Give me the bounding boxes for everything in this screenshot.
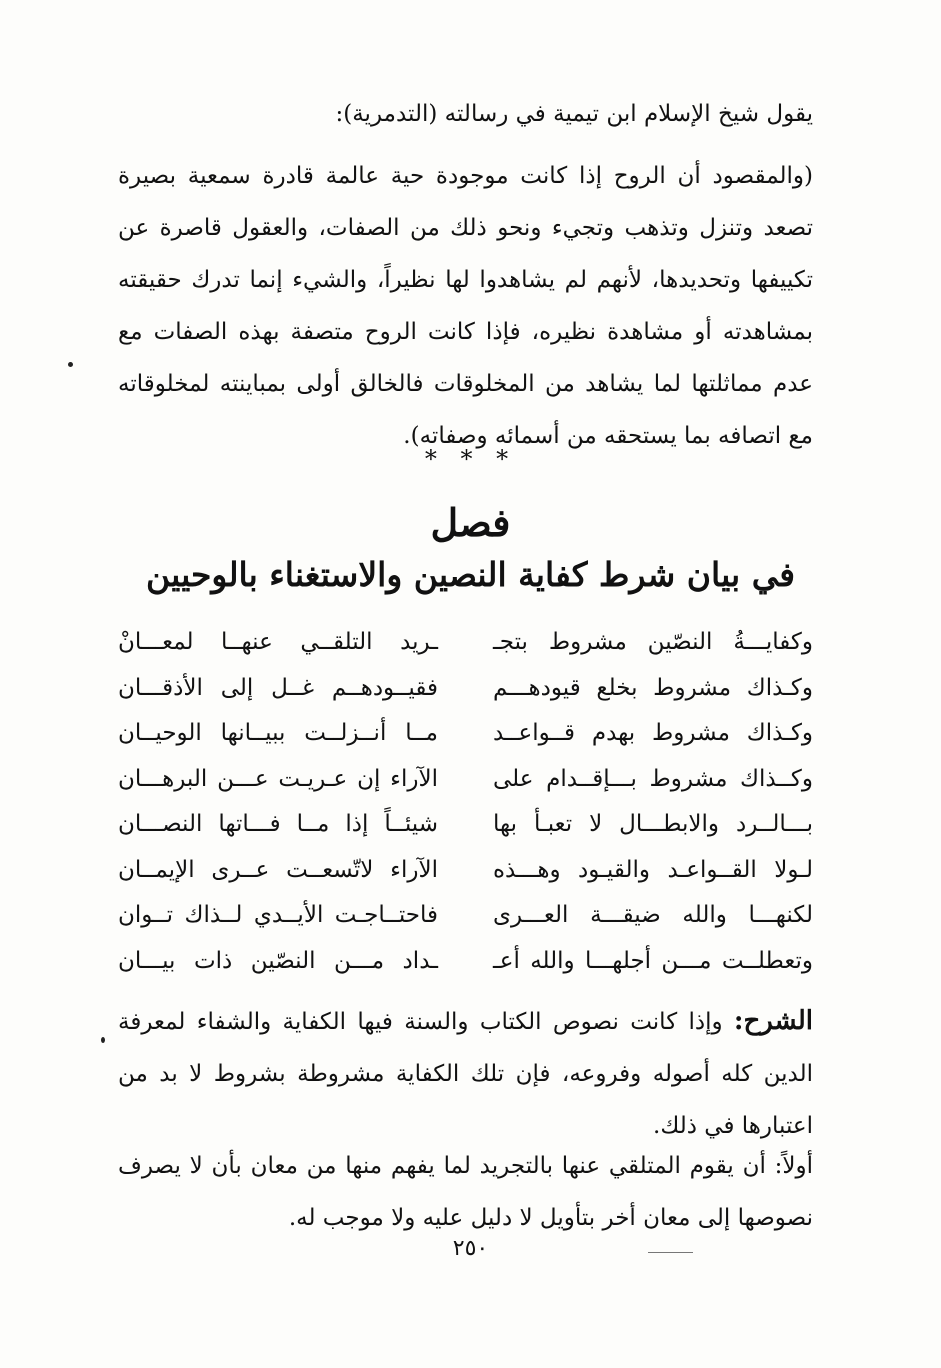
verse-second-hemistich: الآراء إن عـريـت عـــن البرهـــان [118, 765, 438, 792]
section-subtitle: في بيان شرط كفاية النصين والاستغناء بالوحيين [146, 555, 795, 594]
verse-first-hemistich: وتعطلــت مـــن أجلهـــا والله أعـ [493, 947, 813, 974]
poem-verse [118, 893, 813, 939]
poem-verse [118, 848, 813, 894]
footer-rule [648, 1252, 693, 1253]
verse-first-hemistich: بـــالــرد والابطـــال لا تعبـأ بها [493, 811, 813, 837]
scan-speck [101, 1037, 105, 1043]
poem-verse [118, 939, 813, 985]
verse-first-hemistich: وكـذاك مشروط بخلع قيودهـــم [493, 674, 813, 701]
poem-verse [118, 620, 813, 666]
verse-second-hemistich: شيئــاً إذا مــا فـــاتها النصـــان [118, 811, 438, 837]
verse-first-hemistich: وكـذاك مشروط بهدم قــواعــد [493, 720, 813, 746]
verse-second-hemistich: ـداد مـــن النصّين ذات بيـــان [118, 947, 438, 974]
intro-line: يقول شيخ الإسلام ابن تيمية في رسالته (التدمرية): [335, 101, 813, 127]
verse-first-hemistich: لكنهـــا والله ضيقـــة العـــرى [493, 902, 813, 928]
poem-verse [118, 711, 813, 757]
first-condition-paragraph: أولاً: أن يقوم المتلقي عنها بالتجريد لما يفهم منها من معان بأن لا يصرف نصوصها إلى معان أخر بتأويل لا دليل عليه ولا موجب له. [118, 1153, 813, 1231]
commentary-text: وإذا كانت نصوص الكتاب والسنة فيها الكفاية والشفاء لمعرفة الدين كله أصوله وفروعه، فإن تلك الكفاية مشروطة بشروط لا بد من اعتبارها في ذلك. [118, 1009, 813, 1139]
scan-speck [68, 362, 73, 367]
page-number: ٢٥٠ [452, 1236, 489, 1261]
poem-verse [118, 666, 813, 712]
quoted-passage: (والمقصود أن الروح إذا كانت موجودة حية عالمة قادرة سمعية بصيرة تصعد وتنزل وتذهب وتجيء ونحو ذلك من الصفات، والعقول قاصرة عن تكييفها وتحديدها، لأنهم لم يشاهدوا لها نظيراً، والشيء إنما تدرك حقيقته بمشاهدته أو مشاهدة نظيره، فإذا كانت الروح متصفة بهذه الصفات مع عدم مماثلتها لما يشاهد من المخلوقات فالخالق أولى بمباينته لمخلوقاته مع اتصافه بما يستحقه من أسمائه وصفاته). [118, 163, 813, 449]
section-title: فصل [430, 500, 511, 545]
verse-second-hemistich: الآراء لاتّسعــت عــرى الإيمــان [118, 856, 438, 883]
verse-second-hemistich: فقيــودهــم غــل إلى الأذقـــان [118, 674, 438, 701]
poem-verses [118, 620, 813, 984]
verse-second-hemistich: فاحتــاجـت الأيــدي لــذاك تــوان [118, 902, 438, 928]
verse-second-hemistich: مــا أنــزلــت ببيــانها الوحيــان [118, 720, 438, 746]
section-separator: * * * [424, 445, 517, 473]
verse-first-hemistich: وكــذاك مشروط بـــإقــدام على [493, 765, 813, 792]
poem-verse [118, 757, 813, 803]
verse-second-hemistich: ـريد التلقــي عنهــا لمعـــانْ [118, 629, 438, 655]
commentary-paragraph [118, 995, 813, 1152]
verse-first-hemistich: لـولا القــواعـد والقيـود وهـــذه [493, 856, 813, 883]
verse-first-hemistich: وكفايـــةُ النصّين مشروط بتجـ [493, 629, 813, 655]
commentary-label: الشرح: [733, 1006, 813, 1036]
poem-verse [118, 802, 813, 848]
